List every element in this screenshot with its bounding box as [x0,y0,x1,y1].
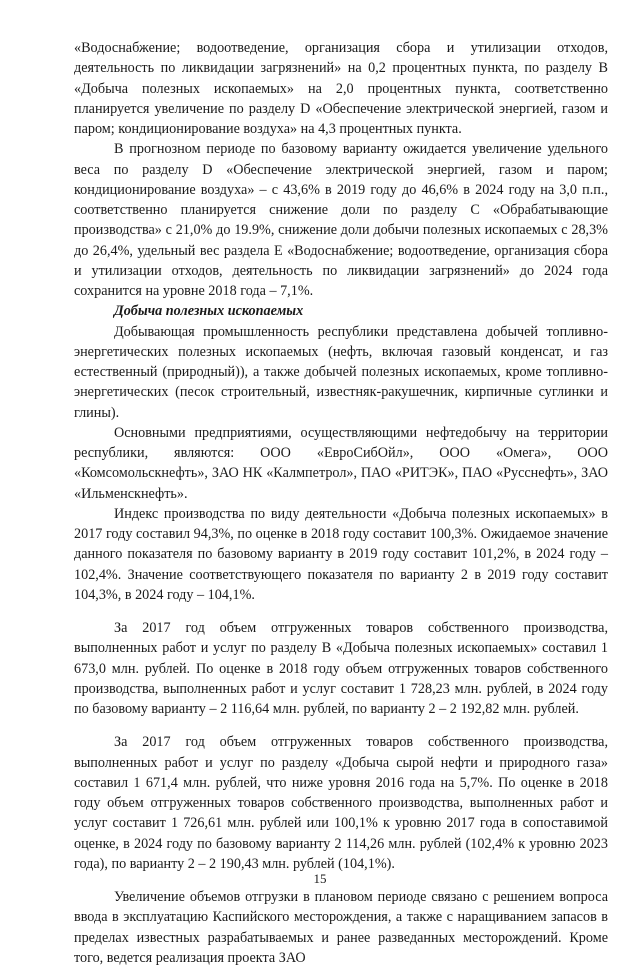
paragraph-shipped-goods-mining: За 2017 год объем отгруженных товаров собственного производства, выполненных работ и услуг по разделу В «Добыча полезных ископаемых» составил 1 673,0 млн. рублей. По оценке в 2018 году объем отгруженных товаров собственного производства, выполненных работ и услуг составит 1 728,23 млн. рублей, в 2024 году по базовому варианту – 2 116,64 млн. рублей, по варианту 2 – 2 192,82 млн. рублей. [74,620,608,717]
section-heading: Добыча полезных ископаемых [114,303,304,320]
paragraph-shipment-growth: Увеличение объемов отгрузки в плановом периоде связано с решением вопроса ввода в эксплуатацию Каспийского месторождения, а также с наращиванием запасов в пределах известных разрабатываемых и ранее разведанных месторождений. Кроме того, ведется реализация проекта ЗАО [74,889,608,966]
page-number: 15 [313,871,327,886]
paragraph-oil-companies: Основными предприятиями, осуществляющими нефтедобычу на территории республики, являются: ООО «ЕвроСибОйл», ООО «Омега», ООО «Комсомольскнефть», ЗАО НК «Калмпетрол», ПАО «РИТЭК», ПАО «Русснефть», ЗАО «Ильменскнефть». [74,424,608,502]
paragraph-mining-industry: Добывающая промышленность республики представлена добычей топливно-энергетических полезных ископаемых (нефть, включая газовый конденсат, и газ естественный (природный)), а также добычей полезных ископаемых, кроме топливно-энергетических (песок строительный, известняк-ракушечник, кирпичные суглинки и глины). [74,323,608,421]
paragraph-continuation: «Водоснабжение; водоотведение, организация сбора и утилизации отходов, деятельность по ликвидации загрязнений» на 0,2 процентных пункта, по разделу В «Добыча полезных ископаемых» на 2,0 процентных пункта, соответственно планируется увеличение по разделу D «Обеспечение электрической энергией, газом и паром; кондиционирование воздуха» на 4,3 процентных пункта. [74,40,608,137]
document-body [74,38,608,968]
paragraph-production-index: Индекс производства по виду деятельности «Добыча полезных ископаемых» в 2017 году составил 94,3%, по оценке в 2018 году составит 100,3%. Ожидаемое значение данного показателя по базовому варианту в 2019 году составит 101,2%, в 2024 году – 102,4%. Значение соответствующего показателя по варианту 2 в 2019 году составит 104,3%, в 2024 году – 104,1%. [74,505,608,603]
paragraph-forecast-structure: В прогнозном периоде по базовому варианту ожидается увеличение удельного веса по разделу D «Обеспечение электрической энергией, газом и паром; кондиционирование воздуха» – с 43,6% в 2019 году до 46,6% в 2024 году на 3,0 п.п., соответственно планируется снижение доли по разделу С «Обрабатывающие производства» с 21,0% до 19.9%, снижение доли добычи полезных ископаемых с 28,3% до 26,4%, удельный вес раздела Е «Водоснабжение; водоотведение, организация сбора и утилизации отходов, деятельность по ликвидации загрязнений» до 2024 года сохранится на уровне 2018 года – 7,1%. [74,141,608,299]
paragraph-shipped-goods-oil-gas: За 2017 год объем отгруженных товаров собственного производства, выполненных работ и услуг по разделу «Добыча сырой нефти и природного газа» составил 1 671,4 млн. рублей, что ниже уровня 2016 года на 5,7%. По оценке в 2018 году объем отгруженных товаров собственного производства, выполненных работ и услуг составит 1 726,61 млн. рублей или 100,1% к уровню 2017 года в сопоставимой оценке, в 2024 году по базовому варианту 2 114,26 млн. рублей (102,4% к уровню 2023 года), по варианту 2 – 2 190,43 млн. рублей (104,1%). [74,734,608,872]
